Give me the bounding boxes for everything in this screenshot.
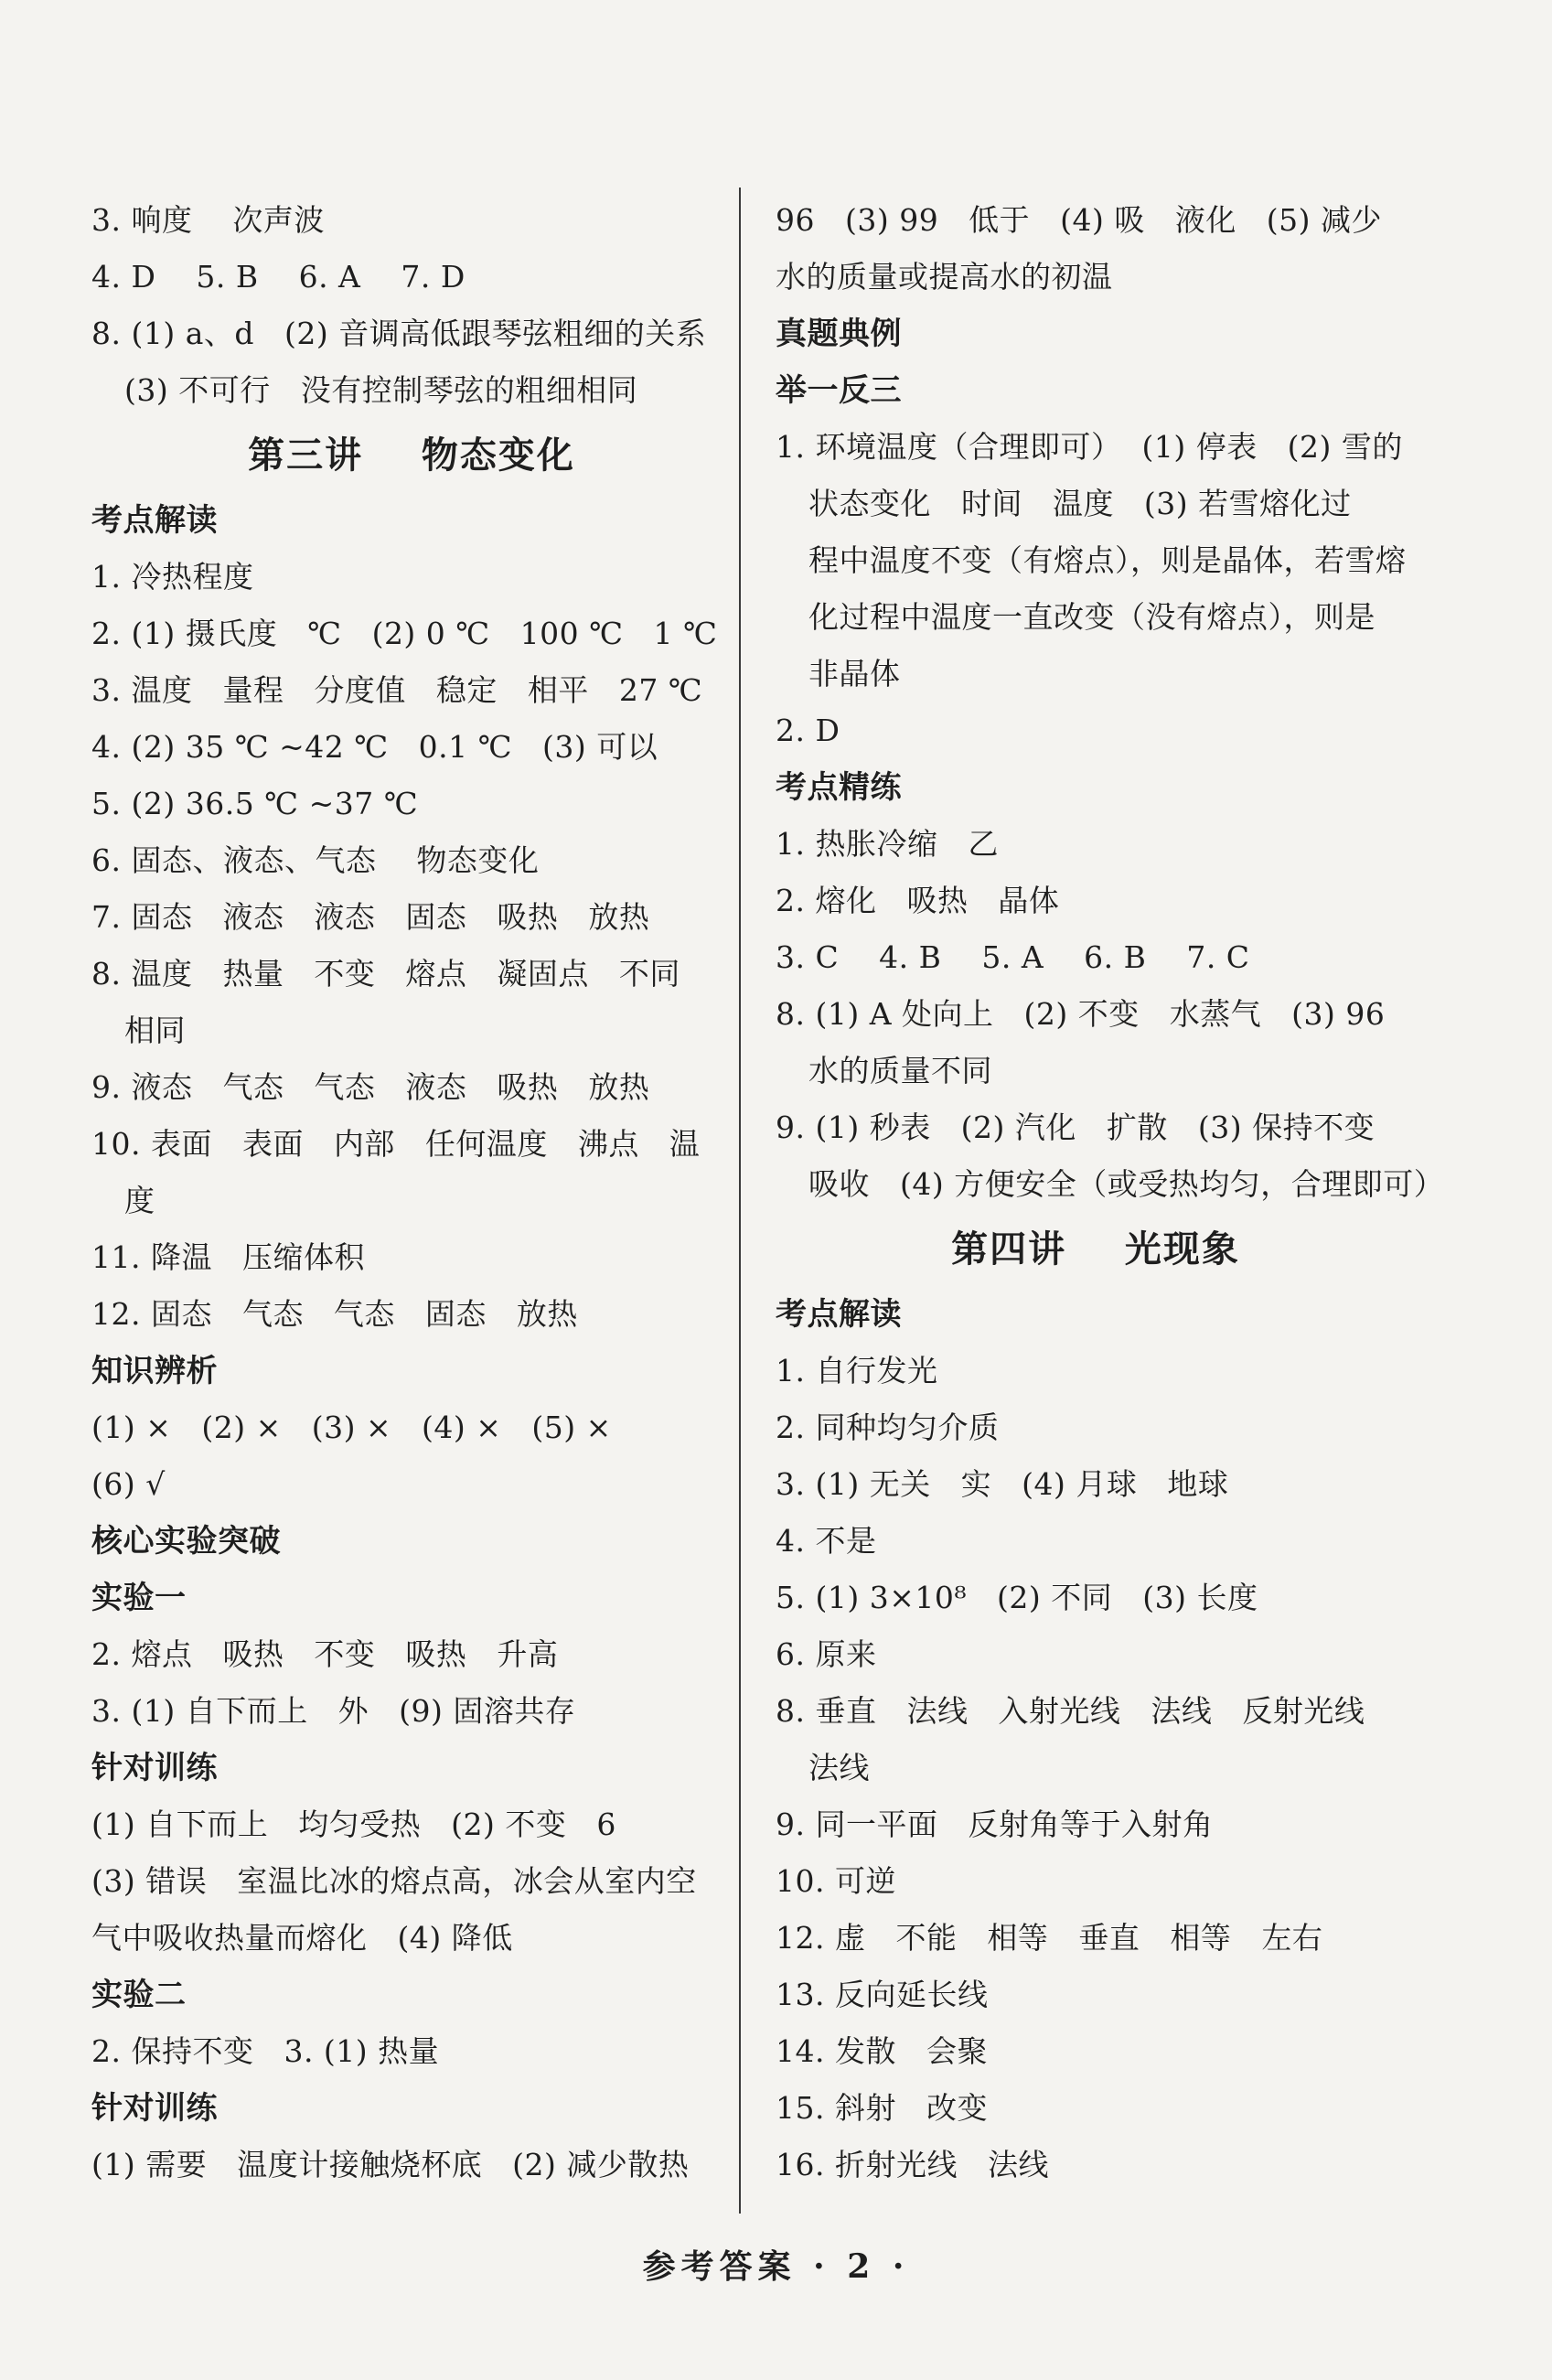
answer-line: 7. 固态 液态 液态 固态 吸热 放热 xyxy=(91,899,650,935)
answer-line: 3. 温度 量程 分度值 稳定 相平 27 ℃ xyxy=(91,672,703,708)
answer-line: 3. C 4. B 5. A 6. B 7. C xyxy=(776,939,1250,975)
answer-line: 化过程中温度一直改变（没有熔点），则是 xyxy=(808,599,1375,635)
answer-line: 1. 冷热程度 xyxy=(91,559,254,595)
answer-line: 1. 环境温度（合理即可） (1) 停表 (2) 雪的 xyxy=(776,429,1403,465)
answer-line: (1) 需要 温度计接触烧杯底 (2) 减少散热 xyxy=(91,2147,690,2182)
answer-line: 吸收 (4) 方便安全（或受热均匀，合理即可） xyxy=(808,1166,1445,1202)
section-heading: 考点解读 xyxy=(776,1296,902,1333)
section-heading: 针对训练 xyxy=(91,1750,218,1786)
answer-line: 8. (1) a、d (2) 音调高低跟琴弦粗细的关系 xyxy=(91,316,707,351)
answer-line: (1) 自下而上 均匀受热 (2) 不变 6 xyxy=(91,1806,616,1842)
section-heading: 考点精练 xyxy=(776,769,902,806)
answer-line: 9. 液态 气态 气态 液态 吸热 放热 xyxy=(91,1069,650,1105)
answer-line: 2. D xyxy=(776,713,840,748)
answer-line: 14. 发散 会聚 xyxy=(776,2033,988,2069)
lecture-title: 第四讲 光现象 xyxy=(951,1228,1240,1270)
page-footer: 参考答案 · 2 · xyxy=(642,2247,910,2286)
answer-line: 12. 固态 气态 气态 固态 放热 xyxy=(91,1296,578,1332)
answer-line: 4. (2) 35 ℃ ~42 ℃ 0.1 ℃ (3) 可以 xyxy=(91,729,658,765)
answer-line: 5. (2) 36.5 ℃ ~37 ℃ xyxy=(91,786,419,821)
answer-line: 6. 原来 xyxy=(776,1636,877,1672)
section-heading: 核心实验突破 xyxy=(91,1523,281,1560)
answer-line: 2. 熔化 吸热 晶体 xyxy=(776,883,1060,918)
lecture-title: 第三讲 物态变化 xyxy=(248,434,575,477)
answer-line: 5. (1) 3×10⁸ (2) 不同 (3) 长度 xyxy=(776,1580,1258,1615)
answer-line: 8. (1) A 处向上 (2) 不变 水蒸气 (3) 96 xyxy=(776,996,1386,1032)
answer-line: 6. 固态、液态、气态 物态变化 xyxy=(91,842,540,878)
answer-line: 10. 可逆 xyxy=(776,1863,896,1899)
section-heading: 真题典例 xyxy=(776,316,902,352)
answer-line: 12. 虚 不能 相等 垂直 相等 左右 xyxy=(776,1920,1323,1956)
section-heading: 实验一 xyxy=(91,1580,187,1616)
answer-line: 8. 垂直 法线 入射光线 法线 反射光线 xyxy=(776,1693,1365,1729)
answer-line: 8. 温度 热量 不变 熔点 凝固点 不同 xyxy=(91,956,680,992)
answer-line: (1) × (2) × (3) × (4) × (5) × xyxy=(91,1410,612,1445)
answer-line: 非晶体 xyxy=(808,656,901,691)
answer-line: (3) 不可行 没有控制琴弦的粗细相同 xyxy=(124,372,638,408)
answer-line: 水的质量不同 xyxy=(808,1053,992,1088)
answer-line: 3. (1) 无关 实 (4) 月球 地球 xyxy=(776,1466,1229,1502)
answer-line: 11. 降温 压缩体积 xyxy=(91,1239,365,1275)
left-column xyxy=(91,192,732,2193)
answer-line: (3) 错误 室温比冰的熔点高，冰会从室内空 xyxy=(91,1863,697,1899)
answer-line: 13. 反向延长线 xyxy=(776,1977,989,2012)
answer-line: 状态变化 时间 温度 (3) 若雪熔化过 xyxy=(808,486,1352,521)
answer-line: 16. 折射光线 法线 xyxy=(776,2147,1049,2182)
answer-line: 9. (1) 秒表 (2) 汽化 扩散 (3) 保持不变 xyxy=(776,1110,1375,1145)
answer-line: 3. (1) 自下而上 外 (9) 固溶共存 xyxy=(91,1693,576,1729)
answer-line: 1. 热胀冷缩 乙 xyxy=(776,826,999,862)
section-heading: 知识辨析 xyxy=(91,1353,218,1389)
answer-line: 水的质量或提高水的初温 xyxy=(776,259,1113,295)
answer-line: 2. 熔点 吸热 不变 吸热 升高 xyxy=(91,1636,559,1672)
answer-line: 相同 xyxy=(124,1013,186,1048)
answer-line: 4. 不是 xyxy=(776,1523,877,1559)
answer-line: (6) √ xyxy=(91,1466,166,1502)
answer-line: 15. 斜射 改变 xyxy=(776,2090,988,2126)
answer-line: 10. 表面 表面 内部 任何温度 沸点 温 xyxy=(91,1126,701,1162)
answer-line: 法线 xyxy=(808,1750,870,1785)
section-heading: 举一反三 xyxy=(776,372,902,409)
answer-line: 1. 自行发光 xyxy=(776,1353,938,1388)
answer-line: 4. D 5. B 6. A 7. D xyxy=(91,259,466,295)
answer-line: 9. 同一平面 反射角等于入射角 xyxy=(776,1806,1214,1842)
column-divider xyxy=(739,188,741,2214)
answer-line: 2. 同种均匀介质 xyxy=(776,1410,1000,1445)
answer-line: 气中吸收热量而熔化 (4) 降低 xyxy=(91,1920,513,1956)
answer-line: 2. (1) 摄氏度 ℃ (2) 0 ℃ 100 ℃ 1 ℃ xyxy=(91,616,718,651)
right-column xyxy=(776,192,1445,2193)
section-heading: 针对训练 xyxy=(91,2090,218,2127)
answer-line: 3. 响度 次声波 xyxy=(91,202,325,238)
answer-line: 程中温度不变（有熔点），则是晶体，若雪熔 xyxy=(808,542,1407,578)
answer-line: 96 (3) 99 低于 (4) 吸 液化 (5) 减少 xyxy=(776,202,1383,238)
section-heading: 实验二 xyxy=(91,1977,187,2013)
answer-line: 2. 保持不变 3. (1) 热量 xyxy=(91,2033,440,2069)
section-heading: 考点解读 xyxy=(91,502,218,539)
answer-line: 度 xyxy=(124,1183,155,1218)
